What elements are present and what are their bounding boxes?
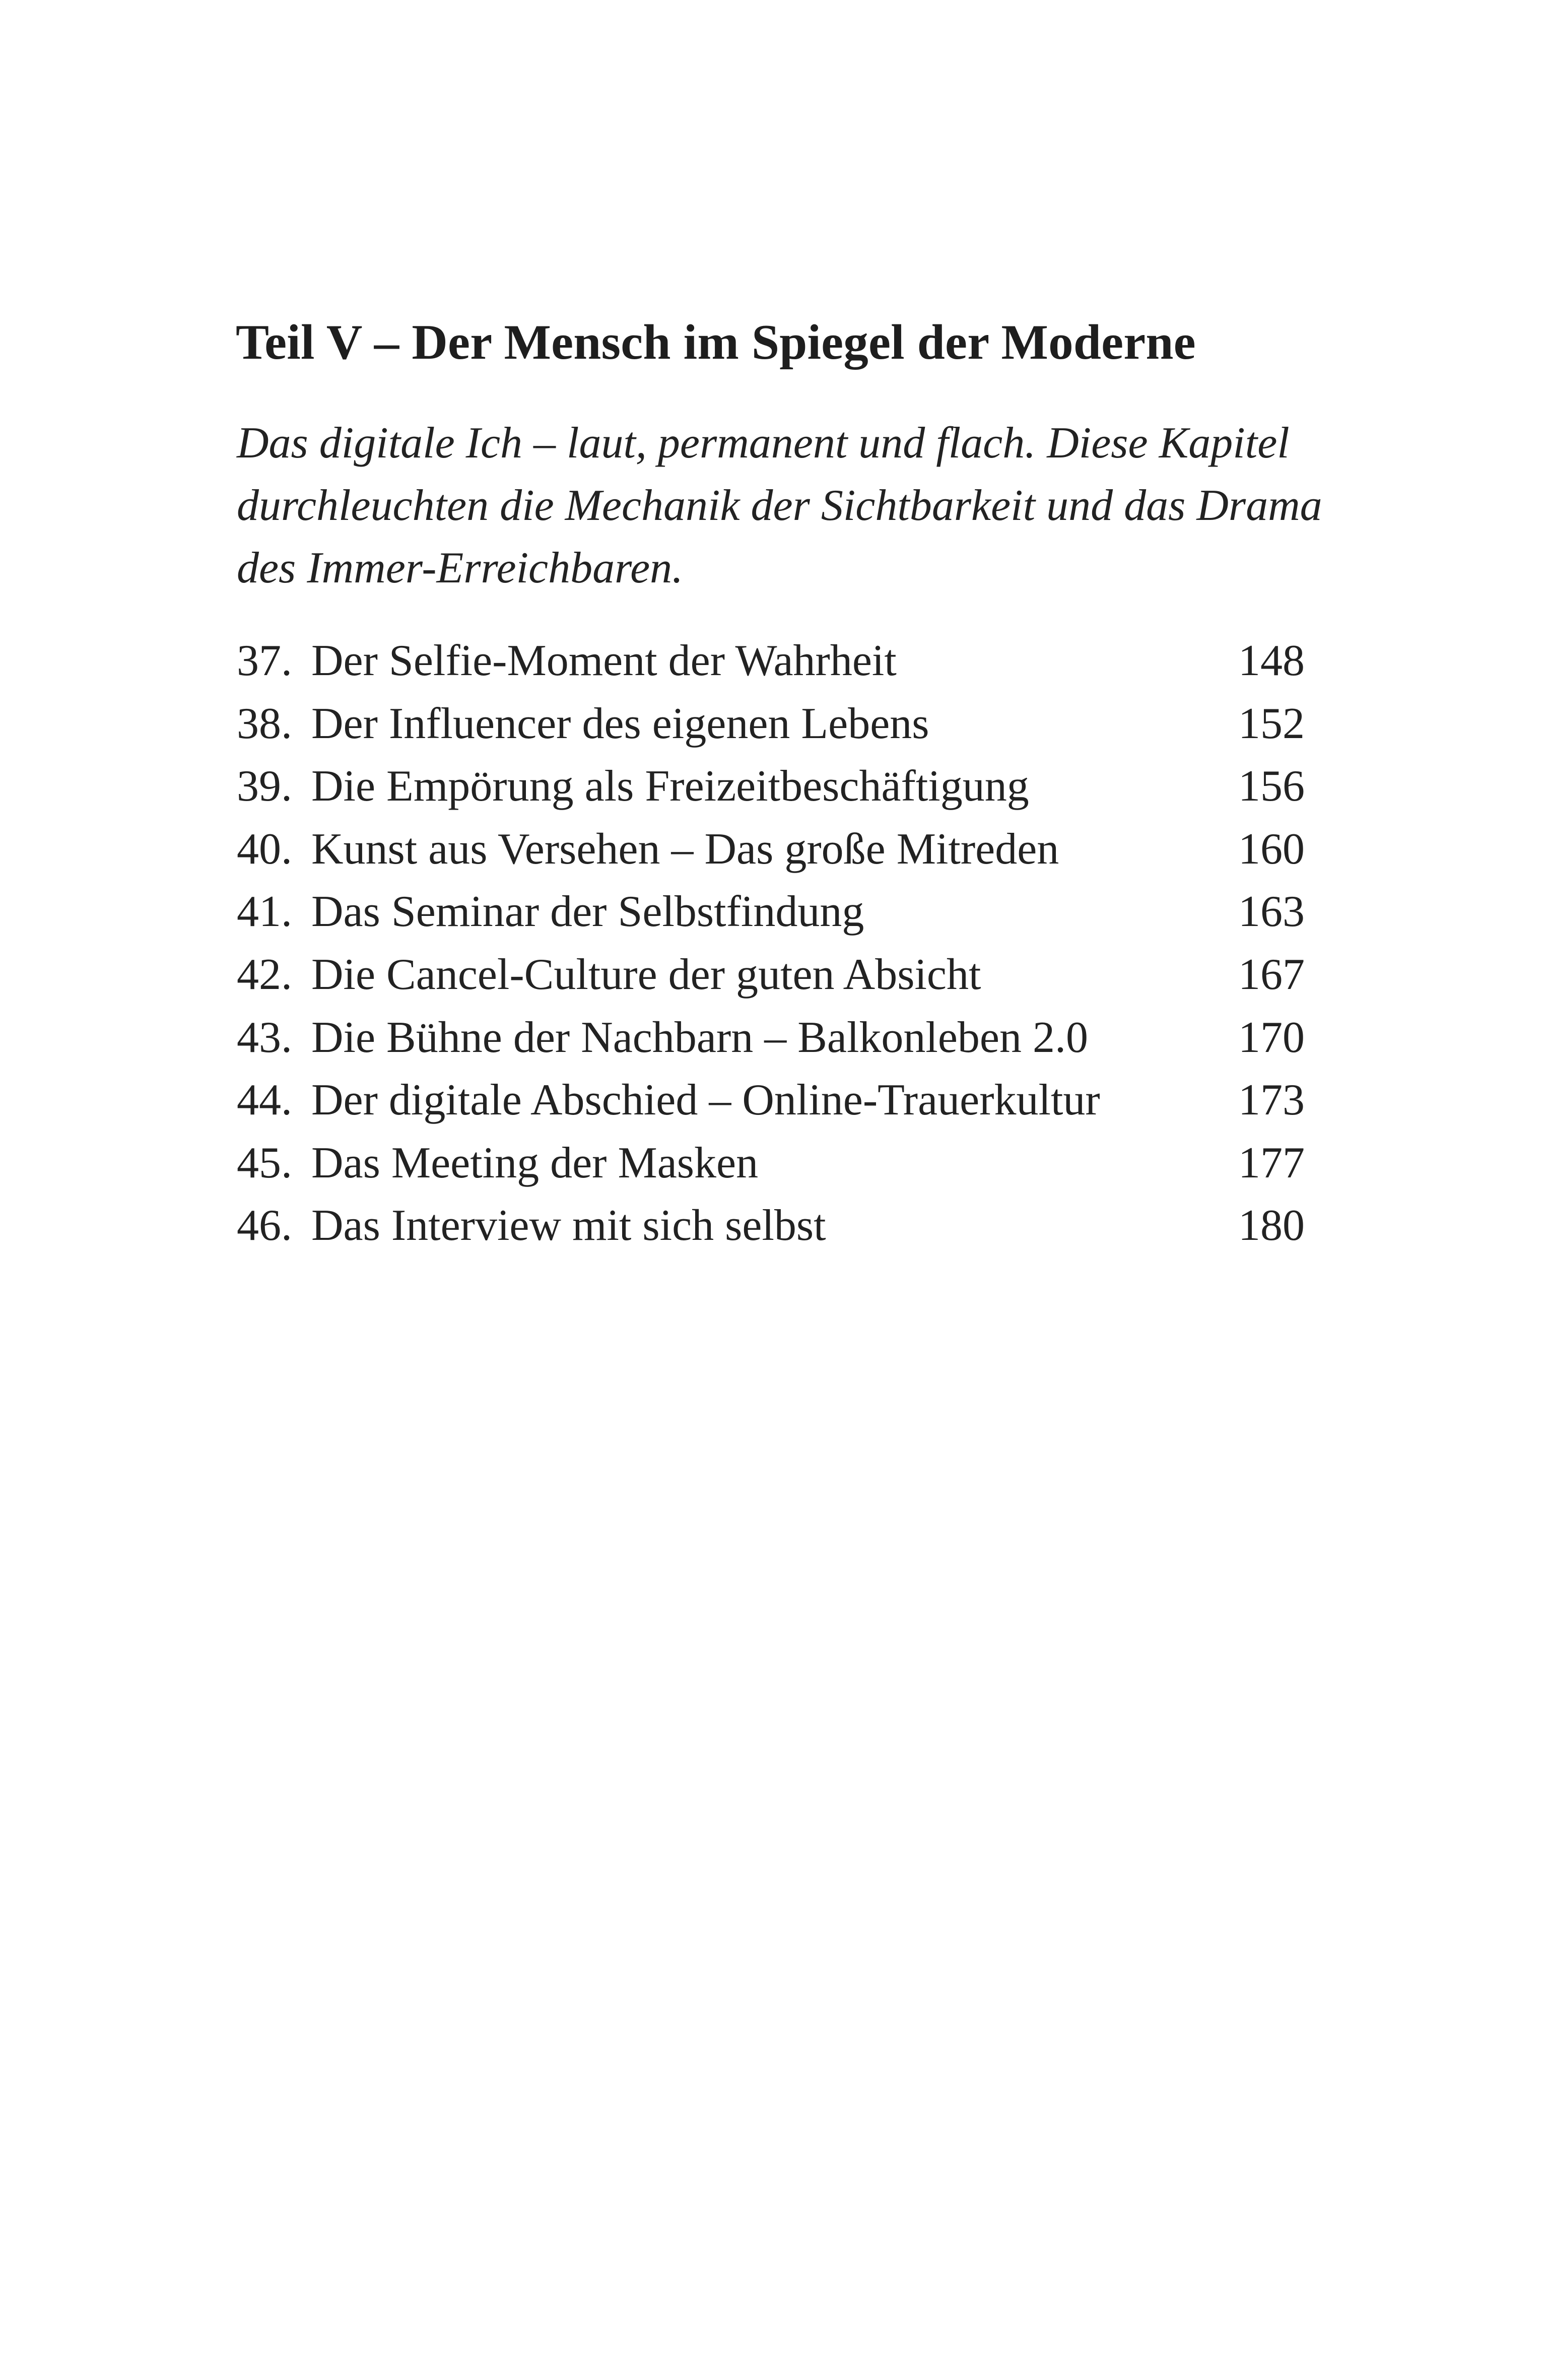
- table-of-contents: [237, 630, 1305, 1258]
- chapter-title: Der digitale Abschied – Online-Trauerkultur: [311, 1076, 1100, 1125]
- chapter-number: 43.: [237, 1013, 292, 1062]
- page-number: 156: [1238, 762, 1305, 811]
- page-number: 163: [1238, 887, 1305, 937]
- page-number: 180: [1238, 1201, 1305, 1250]
- intro-line: Das digitale Ich – laut, permanent und flach. Diese Kapitel: [237, 419, 1290, 468]
- page-number: 167: [1238, 950, 1305, 999]
- toc-entry: [237, 693, 1305, 756]
- chapter-title: Das Meeting der Masken: [311, 1138, 759, 1187]
- chapter-number: 38.: [237, 699, 292, 748]
- page-number: 177: [1238, 1138, 1305, 1187]
- chapter-number: 41.: [237, 887, 292, 937]
- chapter-title: Die Cancel-Culture der guten Absicht: [311, 950, 981, 999]
- intro-line: des Immer-Erreichbaren.: [237, 544, 684, 592]
- toc-entry: [237, 1195, 1305, 1258]
- toc-entry: [237, 1132, 1305, 1195]
- chapter-number: 37.: [237, 636, 292, 685]
- toc-entry: [237, 630, 1305, 693]
- page-number: 160: [1238, 824, 1305, 874]
- toc-entry: [237, 818, 1305, 881]
- chapter-number: 45.: [237, 1138, 292, 1187]
- chapter-title: Der Selfie-Moment der Wahrheit: [311, 636, 897, 685]
- part-title: Teil V – Der Mensch im Spiegel der Moderne: [236, 315, 1196, 370]
- toc-entry: [237, 755, 1305, 818]
- toc-entry: [237, 1069, 1305, 1132]
- intro-line: durchleuchten die Mechanik der Sichtbarkeit und das Drama: [237, 481, 1322, 530]
- part-intro: [237, 412, 1375, 600]
- chapter-number: 46.: [237, 1201, 292, 1250]
- page-number: 148: [1238, 636, 1305, 685]
- toc-entry: [237, 944, 1305, 1007]
- chapter-title: Die Bühne der Nachbarn – Balkonleben 2.0: [311, 1013, 1088, 1062]
- chapter-number: 39.: [237, 762, 292, 811]
- page-number: 152: [1238, 699, 1305, 748]
- chapter-title: Die Empörung als Freizeitbeschäftigung: [311, 762, 1029, 811]
- chapter-number: 42.: [237, 950, 292, 999]
- chapter-title: Das Interview mit sich selbst: [311, 1201, 826, 1250]
- chapter-title: Kunst aus Versehen – Das große Mitreden: [311, 824, 1059, 874]
- toc-entry: [237, 1007, 1305, 1070]
- page-number: 173: [1238, 1076, 1305, 1125]
- chapter-title: Das Seminar der Selbstfindung: [311, 887, 864, 937]
- chapter-number: 44.: [237, 1076, 292, 1125]
- chapter-number: 40.: [237, 824, 292, 874]
- page-number: 170: [1238, 1013, 1305, 1062]
- chapter-title: Der Influencer des eigenen Lebens: [311, 699, 929, 748]
- toc-entry: [237, 881, 1305, 944]
